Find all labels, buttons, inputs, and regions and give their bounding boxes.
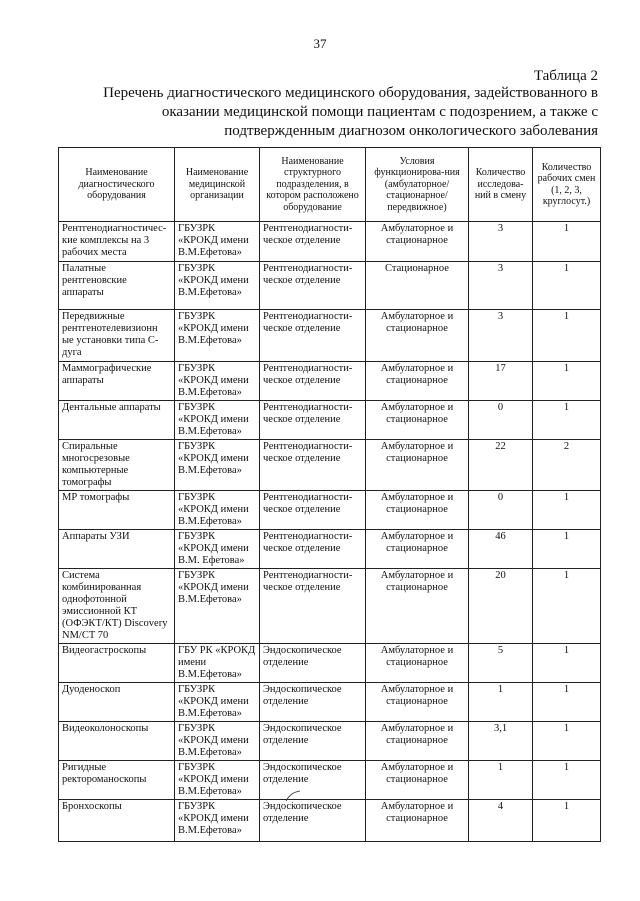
- equipment-name-cell: Видеогастроскопы: [59, 644, 175, 683]
- page-number: 37: [313, 36, 327, 51]
- conditions-cell: Стационарное: [366, 262, 469, 310]
- studies-count-cell: 20: [469, 569, 533, 644]
- table-row: [59, 761, 601, 800]
- header-organization: Наименование медицинской организации: [175, 148, 260, 222]
- equipment-name-cell: Видеоколоноскопы: [59, 722, 175, 761]
- studies-count-cell: 3: [469, 222, 533, 262]
- organization-cell: ГБУЗРК «КРОКД имени В.М.Ефетова»: [175, 310, 260, 362]
- table-row: [59, 440, 601, 491]
- organization-cell: ГБУЗРК «КРОКД имени В.М.Ефетова»: [175, 722, 260, 761]
- header-shifts: Количество рабочих смен (1, 2, 3, круглосут.): [533, 148, 601, 222]
- organization-cell: ГБУЗРК «КРОКД имени В.М.Ефетова»: [175, 401, 260, 440]
- shifts-count-cell: 1: [533, 644, 601, 683]
- handwritten-mark: [284, 790, 304, 804]
- unit-cell: Эндоскопическое отделение: [260, 722, 366, 761]
- table-row: [59, 222, 601, 262]
- studies-count-cell: 46: [469, 530, 533, 569]
- shifts-count-cell: 1: [533, 362, 601, 401]
- equipment-name-cell: Маммографические аппараты: [59, 362, 175, 401]
- shifts-count-cell: 1: [533, 262, 601, 310]
- shifts-count-cell: 1: [533, 761, 601, 800]
- table-row: [59, 644, 601, 683]
- equipment-name-cell: Ригидные ректороманоскопы: [59, 761, 175, 800]
- equipment-name-cell: Система комбинированная однофотонной эмиссионной КТ (ОФЭКТ/КТ) Discovery NM/CT 70: [59, 569, 175, 644]
- equipment-name-cell: Спиральные многосрезовые компьютерные томографы: [59, 440, 175, 491]
- table-row: [59, 401, 601, 440]
- equipment-name-cell: Дуоденоскоп: [59, 683, 175, 722]
- conditions-cell: Амбулаторное и стационарное: [366, 491, 469, 530]
- studies-count-cell: 1: [469, 683, 533, 722]
- shifts-count-cell: 1: [533, 222, 601, 262]
- conditions-cell: Амбулаторное и стационарное: [366, 644, 469, 683]
- studies-count-cell: 3,1: [469, 722, 533, 761]
- conditions-cell: Амбулаторное и стационарное: [366, 310, 469, 362]
- header-unit: Наименование структурного подразделения, в котором расположено оборудование: [260, 148, 366, 222]
- conditions-cell: Амбулаторное и стационарное: [366, 800, 469, 842]
- shifts-count-cell: 1: [533, 722, 601, 761]
- studies-count-cell: 1: [469, 761, 533, 800]
- organization-cell: ГБУЗРК «КРОКД имени В.М.Ефетова»: [175, 800, 260, 842]
- conditions-cell: Амбулаторное и стационарное: [366, 569, 469, 644]
- shifts-count-cell: 1: [533, 683, 601, 722]
- equipment-name-cell: Аппараты УЗИ: [59, 530, 175, 569]
- table-row: [59, 310, 601, 362]
- studies-count-cell: 22: [469, 440, 533, 491]
- studies-count-cell: 0: [469, 491, 533, 530]
- unit-cell: Рентгенодиагности-ческое отделение: [260, 310, 366, 362]
- studies-count-cell: 17: [469, 362, 533, 401]
- unit-cell: Эндоскопическое отделение: [260, 683, 366, 722]
- organization-cell: ГБУЗРК «КРОКД имени В.М.Ефетова»: [175, 222, 260, 262]
- table-row: [59, 569, 601, 644]
- conditions-cell: Амбулаторное и стационарное: [366, 683, 469, 722]
- shifts-count-cell: 1: [533, 800, 601, 842]
- unit-cell: Рентгенодиагности-ческое отделение: [260, 401, 366, 440]
- header-conditions: Условия функционирова-ния (амбулаторное/ стационарное/ передвижное): [366, 148, 469, 222]
- organization-cell: ГБУЗРК «КРОКД имени В.М. Ефетова»: [175, 530, 260, 569]
- table-body: [59, 222, 601, 842]
- conditions-cell: Амбулаторное и стационарное: [366, 401, 469, 440]
- equipment-name-cell: Дентальные аппараты: [59, 401, 175, 440]
- table-header-row: [59, 148, 601, 222]
- unit-cell: Рентгенодиагности-ческое отделение: [260, 262, 366, 310]
- conditions-cell: Амбулаторное и стационарное: [366, 222, 469, 262]
- conditions-cell: Амбулаторное и стационарное: [366, 362, 469, 401]
- unit-cell: Рентгенодиагности-ческое отделение: [260, 491, 366, 530]
- shifts-count-cell: 1: [533, 401, 601, 440]
- organization-cell: ГБУЗРК «КРОКД имени В.М.Ефетова»: [175, 569, 260, 644]
- unit-cell: Рентгенодиагности-ческое отделение: [260, 569, 366, 644]
- conditions-cell: Амбулаторное и стационарное: [366, 440, 469, 491]
- shifts-count-cell: 1: [533, 491, 601, 530]
- unit-cell: Эндоскопическое отделение: [260, 761, 366, 800]
- table-row: [59, 722, 601, 761]
- shifts-count-cell: 1: [533, 530, 601, 569]
- studies-count-cell: 5: [469, 644, 533, 683]
- shifts-count-cell: 2: [533, 440, 601, 491]
- studies-count-cell: 3: [469, 262, 533, 310]
- organization-cell: ГБУЗРК «КРОКД имени В.М.Ефетова»: [175, 491, 260, 530]
- organization-cell: ГБУЗРК «КРОКД имени В.М.Ефетова»: [175, 362, 260, 401]
- unit-cell: Рентгенодиагности-ческое отделение: [260, 530, 366, 569]
- shifts-count-cell: 1: [533, 569, 601, 644]
- equipment-table: [58, 147, 601, 842]
- unit-cell: Эндоскопическое отделение: [260, 644, 366, 683]
- equipment-name-cell: МР томографы: [59, 491, 175, 530]
- conditions-cell: Амбулаторное и стационарное: [366, 761, 469, 800]
- organization-cell: ГБУЗРК «КРОКД имени В.М.Ефетова»: [175, 761, 260, 800]
- table-label: Таблица 2: [533, 68, 598, 84]
- studies-count-cell: 3: [469, 310, 533, 362]
- table-row: [59, 800, 601, 842]
- equipment-name-cell: Передвижные рентгенотелевизионн ые установки типа С-дуга: [59, 310, 175, 362]
- unit-cell: Рентгенодиагности-ческое отделение: [260, 440, 366, 491]
- unit-cell: Эндоскопическое отделение: [260, 800, 366, 842]
- organization-cell: ГБУЗРК «КРОКД имени В.М.Ефетова»: [175, 683, 260, 722]
- studies-count-cell: 0: [469, 401, 533, 440]
- header-studies: Количество исследова-ний в смену: [469, 148, 533, 222]
- shifts-count-cell: 1: [533, 310, 601, 362]
- organization-cell: ГБУЗРК «КРОКД имени В.М.Ефетова»: [175, 440, 260, 491]
- conditions-cell: Амбулаторное и стационарное: [366, 530, 469, 569]
- unit-cell: Рентгенодиагности-ческое отделение: [260, 362, 366, 401]
- table-row: [59, 262, 601, 310]
- unit-cell: Рентгенодиагности-ческое отделение: [260, 222, 366, 262]
- table-row: [59, 362, 601, 401]
- table-title: Перечень диагностического медицинского оборудования, задействованного в оказании медицинской помощи пациентам с подозрением, а также с подтвержденным диагнозом онкологического заболевания: [103, 85, 598, 139]
- conditions-cell: Амбулаторное и стационарное: [366, 722, 469, 761]
- table-row: [59, 530, 601, 569]
- table-row: [59, 491, 601, 530]
- header-equipment: Наименование диагностического оборудования: [59, 148, 175, 222]
- studies-count-cell: 4: [469, 800, 533, 842]
- equipment-name-cell: Бронхоскопы: [59, 800, 175, 842]
- table-row: [59, 683, 601, 722]
- equipment-name-cell: Рентгенодиагностичес-кие комплексы на 3 рабочих места: [59, 222, 175, 262]
- organization-cell: ГБУ РК «КРОКД имени В.М.Ефетова»: [175, 644, 260, 683]
- equipment-name-cell: Палатные рентгеновские аппараты: [59, 262, 175, 310]
- organization-cell: ГБУЗРК «КРОКД имени В.М.Ефетова»: [175, 262, 260, 310]
